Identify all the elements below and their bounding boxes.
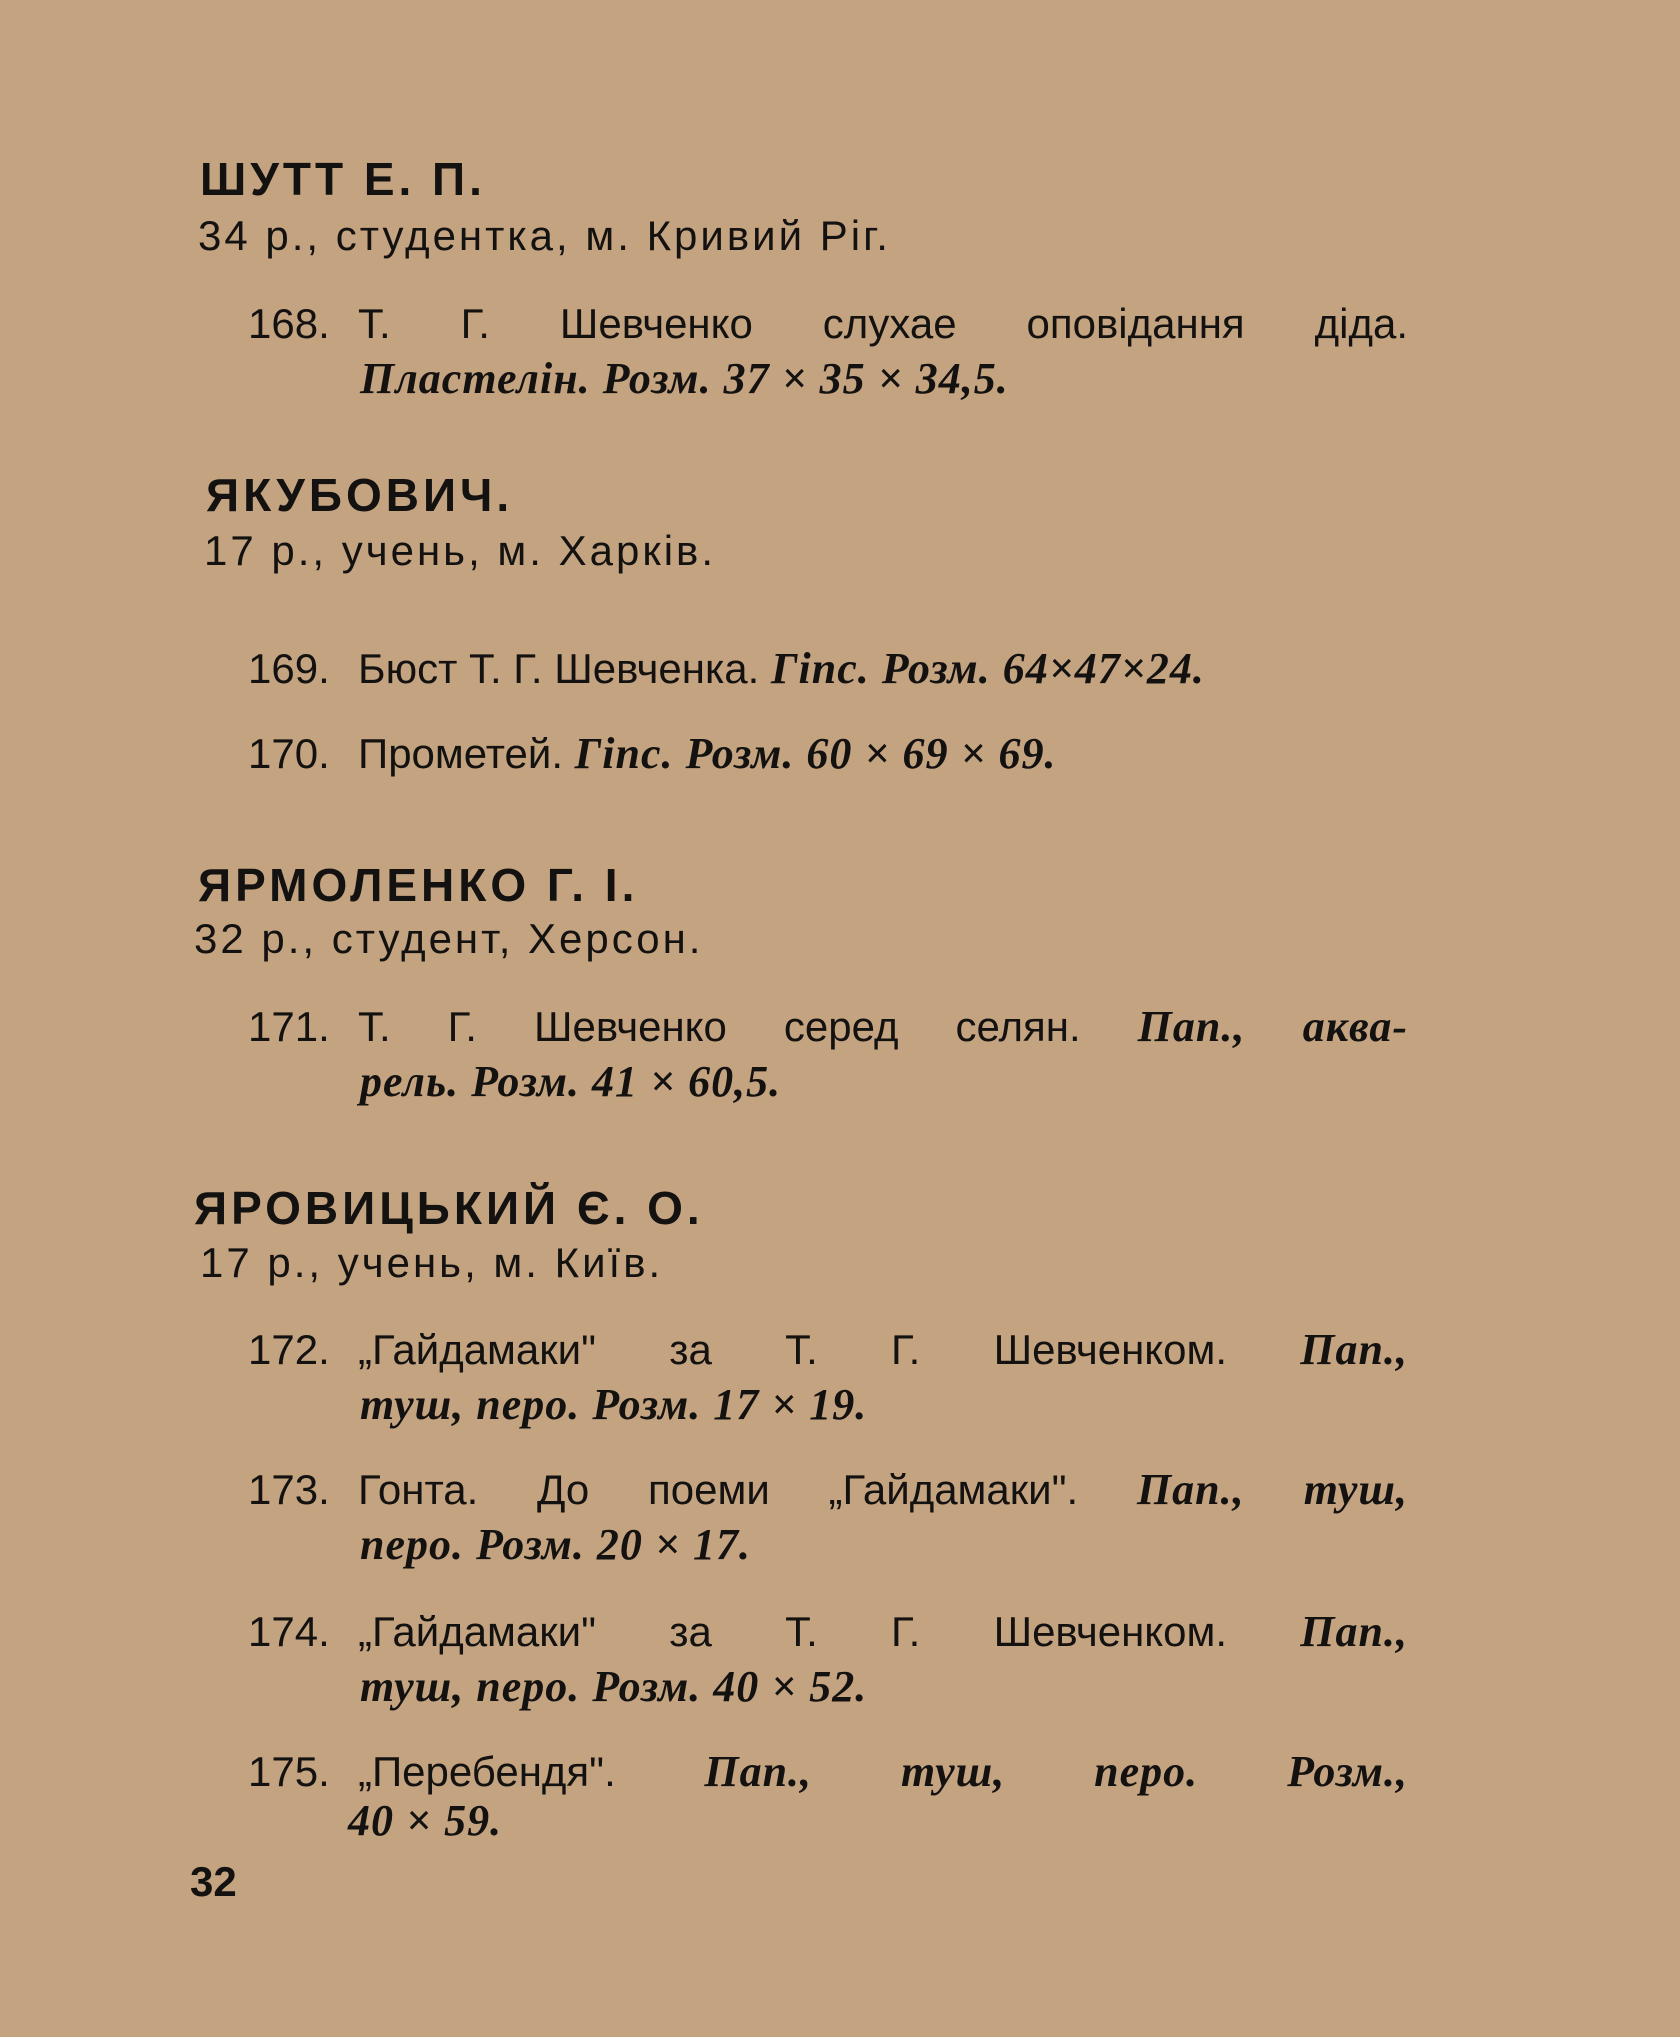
entry-title: „Перебендя".: [358, 1748, 616, 1795]
entry-number: 169.: [248, 645, 330, 692]
entry-number: 175.: [248, 1748, 330, 1795]
author-name-shutt: ШУТТ Е. П.: [200, 153, 486, 205]
entry-details: Пластелін. Розм. 37 × 35 × 34,5.: [360, 354, 1009, 403]
entry-details: Пап., туш, перо. Розм.,: [704, 1747, 1408, 1796]
entry-title: Т. Г. Шевченко слухае оповідання діда.: [358, 300, 1408, 347]
page-number: 32: [190, 1858, 237, 1905]
author-info-yakubovych: 17 р., учень, м. Харків.: [204, 527, 717, 574]
author-name-yakubovych: ЯКУБОВИЧ.: [206, 469, 514, 521]
entry-number: 168.: [248, 300, 330, 347]
entry-details-cont: туш, перо. Розм. 17 × 19.: [360, 1380, 868, 1429]
entry-title: Бюст Т. Г. Шевченка.: [358, 645, 760, 692]
author-name-yarmolenko: ЯРМОЛЕНКО Г. І.: [198, 859, 639, 911]
entry-details: Гіпс. Розм. 60 × 69 × 69.: [574, 729, 1057, 778]
entry-number: 171.: [248, 1003, 330, 1050]
entry-number: 174.: [248, 1608, 330, 1655]
author-name-yarovytskyi: ЯРОВИЦЬКИЙ Є. О.: [194, 1182, 704, 1234]
entry-details-cont: 40 × 59.: [348, 1796, 503, 1845]
entry-number: 170.: [248, 730, 330, 777]
entry-details: Пап., аква-: [1137, 1002, 1408, 1051]
entry-details: Гіпс. Розм. 64×47×24.: [770, 644, 1205, 693]
entry-details: Пап.,: [1300, 1325, 1408, 1374]
entry-173: [248, 1462, 1408, 1572]
entry-169: [248, 641, 1408, 696]
entry-171: [248, 999, 1408, 1109]
entry-details-cont: перо. Розм. 20 × 17.: [360, 1520, 751, 1569]
entry-172: [248, 1322, 1408, 1432]
entry-details: Пап.,: [1300, 1607, 1408, 1656]
entry-175: [248, 1744, 1408, 1843]
entry-details-cont: туш, перо. Розм. 40 × 52.: [360, 1662, 868, 1711]
author-info-yarovytskyi: 17 р., учень, м. Київ.: [200, 1239, 664, 1286]
entry-number: 172.: [248, 1326, 330, 1373]
entry-title: Прометей.: [358, 730, 563, 777]
entry-details: Пап., туш,: [1136, 1465, 1409, 1514]
entry-title: Т. Г. Шевченко серед селян.: [358, 1003, 1081, 1050]
entry-title: „Гайдамаки" за Т. Г. Шевченком.: [358, 1608, 1228, 1655]
entry-168: [248, 296, 1408, 406]
entry-number: 173.: [248, 1466, 330, 1513]
entry-title: „Гайдамаки" за Т. Г. Шевченком.: [358, 1326, 1228, 1373]
entry-170: [248, 726, 1408, 781]
entry-details-cont: рель. Розм. 41 × 60,5.: [360, 1057, 782, 1106]
entry-title: Гонта. До поеми „Гайдамаки".: [358, 1466, 1079, 1513]
author-info-yarmolenko: 32 р., студент, Херсон.: [194, 915, 704, 962]
author-info-shutt: 34 р., студентка, м. Кривий Ріг.: [198, 212, 891, 259]
entry-174: [248, 1604, 1408, 1714]
